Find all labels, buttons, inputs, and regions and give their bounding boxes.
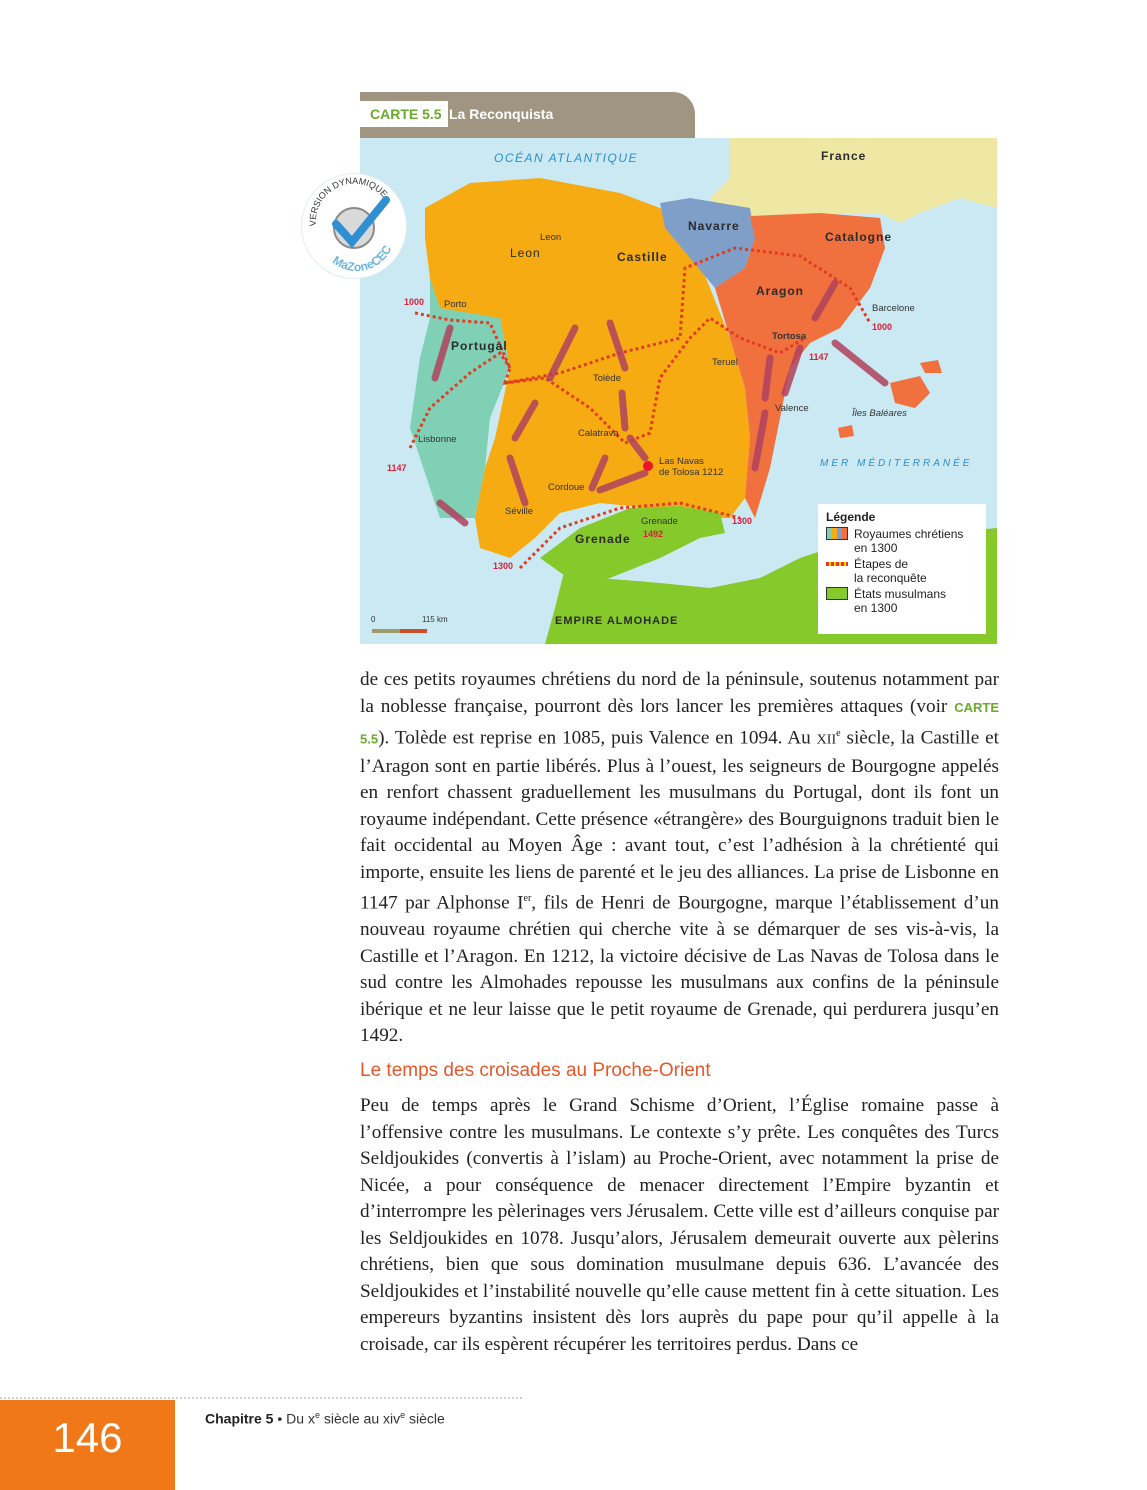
city-las-navas: Las Navas <box>659 456 704 467</box>
paragraph-croisades: Peu de temps après le Grand Schisme d’Orient, l’Église romaine passe à l’offensive contre les musulmans. Le contexte s’y prête. Les conquêtes des Turcs Seldjoukides (convertis à l’islam) au Proche-Orient, avec notamment la prise de Nicée, a pour conséquence de menacer directement l’Empire byzantin et d’interrompre les pèlerinages vers Jérusalem. Cette ville est d’ailleurs conquise par les Seldjoukides en 1078. Jusqu’alors, Jérusalem demeurait ouverte aux pèlerins chrétiens, bien que sous domination musulmane depuis 636. L’avancée des Seldjoukides et l’instabilité nouvelle qu’elle cause mettent fin à cette situation. Les empereurs byzantins insistent dès lors auprès du pape pour qu’il appelle à la croisade, car ils espèrent récupérer les territoires perdus. Dans ce <box>360 1095 999 1355</box>
label-navarre: Navarre <box>688 219 740 233</box>
grenade-region <box>540 506 725 583</box>
label-aragon: Aragon <box>756 284 804 298</box>
city-cordoue: Cordoue <box>548 482 585 493</box>
city-tolede: Tolède <box>593 373 621 384</box>
date-east-coast: 1300 <box>732 516 753 526</box>
city-seville: Séville <box>505 506 533 517</box>
map-number: CARTE 5.5 <box>360 101 448 127</box>
bullet-separator: • <box>277 1410 283 1427</box>
atlantic-ocean-label: OCÉAN ATLANTIQUE <box>494 151 639 165</box>
city-grenade: Grenade <box>641 516 678 527</box>
city-calatrava: Calatrava <box>578 428 619 439</box>
baleares-islands <box>890 376 930 408</box>
legend-item-reconquest: Étapes de la reconquête <box>826 557 978 585</box>
legend-item-muslim: États musulmans en 1300 <box>826 587 978 615</box>
legend-title: Légende <box>826 510 876 524</box>
label-catalogne: Catalogne <box>825 230 893 244</box>
map-caption-bar <box>360 92 695 138</box>
label-france: France <box>821 149 867 163</box>
legend-item-christian: Royaumes chrétiens en 1300 <box>826 527 978 555</box>
city-porto: Porto <box>444 299 467 310</box>
battle-marker <box>643 461 653 471</box>
label-castille: Castille <box>617 250 668 264</box>
date-porto: 1000 <box>404 297 425 307</box>
scale-end: 115 km <box>422 615 448 624</box>
date-tortosa: 1147 <box>809 352 829 362</box>
city-leon: Leon <box>540 232 562 243</box>
page-number: 146 <box>52 1414 123 1461</box>
label-empire-almohade: EMPIRE ALMOHADE <box>555 615 679 627</box>
city-valence: Valence <box>775 403 809 414</box>
date-gibraltar: 1300 <box>493 561 514 571</box>
mediterranean-label: MER MÉDITERRANÉE <box>820 458 973 469</box>
date-grenade: 1492 <box>643 529 664 539</box>
svg-text:VERSION DYNAMIQUE: VERSION DYNAMIQUE <box>307 175 390 227</box>
svg-text:MaZoneCEC: MaZoneCEC <box>330 242 395 275</box>
map-reference-link[interactable]: CARTE 5.5 <box>360 699 999 747</box>
legend-swatch-christian <box>826 527 848 540</box>
date-lisbonne: 1147 <box>387 463 407 473</box>
mazonecec-badge[interactable] <box>302 174 406 278</box>
section-heading: Le temps des croisades au Proche-Orient <box>360 1060 711 1081</box>
checkmark-icon <box>302 174 406 278</box>
map-legend <box>818 504 986 634</box>
city-tortosa: Tortosa <box>772 331 807 342</box>
city-las-navas-date: de Tolosa 1212 <box>659 467 724 478</box>
page-number-box <box>0 1400 175 1490</box>
date-barcelone: 1000 <box>872 322 893 332</box>
city-lisbonne: Lisbonne <box>418 434 457 445</box>
label-grenade: Grenade <box>575 532 631 546</box>
running-footer: Chapitre 5 • Du $x^e$ siècle au xiv$^e$ siècle <box>205 1410 445 1427</box>
map-title: La Reconquista <box>449 106 554 122</box>
legend-swatch-muslim <box>826 587 848 600</box>
chapter-label: Chapitre 5 <box>205 1410 274 1427</box>
legend-swatch-reconquest-line <box>826 562 848 566</box>
label-portugal: Portugal <box>451 339 508 353</box>
label-leon: Leon <box>510 246 541 260</box>
footer-divider <box>0 1397 522 1399</box>
city-barcelone: Barcelone <box>872 303 915 314</box>
city-teruel: Teruel <box>712 357 738 368</box>
paragraph-reconquista: de ces petits royaumes chrétiens du nord de la péninsule, soutenus notamment par la noblesse française, pourront dès lors lancer les premières attaques (voir CARTE 5.5). Tolède est reprise en 1085, puis Valence en 1094. Au XIIe siècle, la Castille et l’Aragon sont en partie libérés. Plus à l’ouest, les seigneurs de Bourgogne appelés en renfort chassent graduellement les musulmans du Portugal, dont ils font un royaume indépendant. Cette présence «étrangère» des Bourguignons traduit bien le fait occidental au Moyen Âge : avant tout, c’est l’adhésion à la chrétienté qui importe, ensuite les liens de parenté et le jeu des alliances. La prise de Lisbonne en 1147 par Alphonse Ier, fils de Henri de Bourgogne, marque l’établissement d’un nouveau royaume chrétien qui cherche vite à se démarquer de ses vis-à-vis, la Castille et l’Aragon. En 1212, la victoire décisive de Las Navas de Tolosa dans le sud contre les Almohades repousse les musulmans aux confins de la péninsule ibérique et ne leur laisse que le petit royaume de Grenade, qui perdurera jusqu’en 1492. <box>360 669 999 1047</box>
scale-start: 0 <box>371 615 376 624</box>
label-iles-baleares: Îles Baléares <box>852 408 907 419</box>
